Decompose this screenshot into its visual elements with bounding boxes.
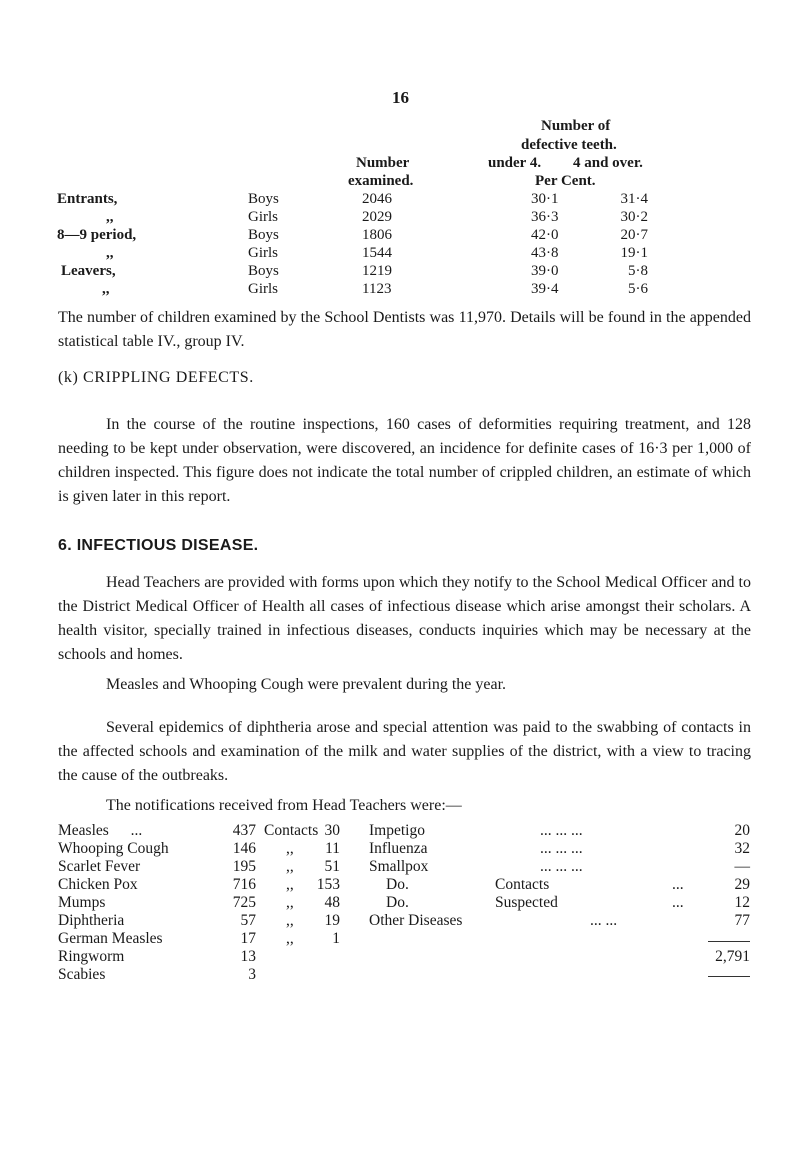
notif-leader: ... — [672, 876, 684, 893]
dental-row-sex: Girls — [248, 209, 278, 225]
notif-count: — — [734, 858, 750, 875]
notif-disease: Influenza — [369, 840, 428, 857]
paragraph-dentists: The number of children examined by the School Dentists was 11,970. Details will be found in the appended statistical table IV., group IV. — [58, 309, 751, 350]
dental-row-group: Entrants, — [57, 191, 118, 207]
dental-row-sex: Boys — [248, 263, 279, 279]
dental-row-sex: Girls — [248, 281, 278, 297]
notif-ditto: ,, — [286, 930, 294, 947]
dental-row-examined: 1123 — [362, 281, 392, 297]
notif-disease: Impetigo — [369, 822, 425, 839]
page-number: 16 — [392, 88, 409, 107]
notif-ditto: ,, — [286, 876, 294, 893]
notif-disease: Do. — [386, 876, 409, 893]
notif-leader: ... ... ... — [540, 840, 583, 857]
heading-infectious-disease: 6. INFECTIOUS DISEASE. — [58, 537, 259, 554]
paragraph-crippling: In the course of the routine inspections, 160 cases of deformities requiring treatment, and 128 needing to be kept under observation, were discovered, an incidence for definite cases of 16·3 per 1,000 of children inspected. This figure does not indicate the total number of crippled children, an estimate of which is given later in this report. — [58, 416, 751, 505]
notif-count: 716 — [232, 876, 256, 893]
notif-contacts: 51 — [324, 858, 340, 875]
dental-row-sex: Boys — [248, 227, 279, 243]
notif-sub: Suspected — [495, 894, 558, 911]
dental-header-group: Number of — [541, 118, 611, 134]
dental-row-group: 8—9 period, — [57, 227, 137, 243]
col-number-line2: examined. — [348, 173, 414, 189]
dental-row-examined: 1219 — [362, 263, 392, 279]
notif-disease: German Measles — [58, 930, 163, 947]
dental-row-group: ,, — [102, 281, 110, 297]
dental-row-over4: 20·7 — [620, 227, 648, 243]
dental-row-over4: 5·8 — [628, 263, 648, 279]
notif-leader: ... — [672, 894, 684, 911]
notif-leader: ... ... ... — [540, 858, 583, 875]
notif-disease: Scarlet Fever — [58, 858, 141, 875]
notif-disease: Mumps — [58, 894, 106, 911]
notif-contacts: 30 — [324, 822, 340, 839]
dental-row-over4: 30·2 — [620, 209, 648, 225]
notif-count: 29 — [734, 876, 750, 893]
dental-row-under4: 36·3 — [531, 209, 559, 225]
dental-row-under4: 39·0 — [531, 263, 559, 279]
dental-row-group: ,, — [106, 245, 114, 261]
notif-count: 146 — [232, 840, 256, 857]
notif-disease: Other Diseases — [369, 912, 463, 929]
notif-count: 725 — [232, 894, 256, 911]
dental-row-under4: 43·8 — [531, 245, 559, 261]
dental-row-group: Leavers, — [61, 263, 116, 279]
notif-count: 17 — [240, 930, 256, 947]
dental-row-under4: 30·1 — [531, 191, 559, 207]
notif-count: 437 — [232, 822, 256, 839]
notif-contacts: 11 — [325, 840, 340, 857]
notif-count: 32 — [734, 840, 750, 857]
notif-disease: Scabies — [58, 966, 106, 983]
notif-disease: Whooping Cough — [58, 840, 169, 857]
notif-disease: Measles ... — [58, 822, 143, 839]
notif-ditto: ,, — [286, 912, 294, 929]
paragraph-measles-prevalent: Measles and Whooping Cough were prevalent during the year. — [106, 676, 507, 693]
notif-sub: Contacts — [495, 876, 550, 893]
notif-contacts: 48 — [324, 894, 340, 911]
dental-row-examined: 2046 — [362, 191, 392, 207]
col-per-cent: Per Cent. — [535, 173, 596, 189]
paragraph-diphtheria-epidemics: Several epidemics of diphtheria arose and special attention was paid to the swabbing of contacts in the affected schools and examination of the milk and water supplies of the district, with a view to tracing the cause of the outbreaks. — [58, 719, 751, 784]
total-rule-bottom — [708, 976, 750, 977]
notif-disease: Ringworm — [58, 948, 125, 965]
total-rule-top — [708, 941, 750, 942]
dental-row-under4: 39·4 — [531, 281, 559, 297]
dental-row-over4: 31·4 — [620, 191, 648, 207]
notif-ditto: ,, — [286, 858, 294, 875]
notif-count: 77 — [734, 912, 750, 929]
notif-count: 20 — [734, 822, 750, 839]
notif-contacts: 153 — [316, 876, 340, 893]
notif-count: 12 — [734, 894, 750, 911]
notif-leader: ... ... — [590, 912, 618, 929]
notif-count: 3 — [248, 966, 256, 983]
notif-contacts: 1 — [332, 930, 340, 947]
notif-count: 57 — [240, 912, 256, 929]
dental-row-under4: 42·0 — [531, 227, 559, 243]
dental-header-group2: defective teeth. — [521, 137, 617, 153]
col-number-line1: Number — [356, 155, 410, 171]
notif-contacts-label: Contacts — [264, 822, 319, 839]
notif-disease: Smallpox — [369, 858, 429, 875]
notif-ditto: ,, — [286, 894, 294, 911]
dental-row-examined: 1806 — [362, 227, 392, 243]
col-under4: under 4. — [488, 155, 542, 171]
col-4over: 4 and over. — [573, 155, 643, 171]
dental-row-over4: 19·1 — [620, 245, 648, 261]
notif-contacts: 19 — [324, 912, 340, 929]
paragraph-head-teachers: Head Teachers are provided with forms upon which they notify to the School Medical Officer and to the District Medical Officer of Health all cases of infectious disease which arise amongst their scholars. A health visitor, specially trained in infectious diseases, conducts inquiries which may be necessary at the schools and homes. — [58, 574, 751, 663]
notif-ditto: ,, — [286, 840, 294, 857]
dental-row-sex: Girls — [248, 245, 278, 261]
dental-row-examined: 2029 — [362, 209, 392, 225]
paragraph-notifications-intro: The notifications received from Head Teachers were:— — [106, 797, 462, 814]
notif-disease: Do. — [386, 894, 409, 911]
notif-disease: Chicken Pox — [58, 876, 138, 893]
dental-row-examined: 1544 — [362, 245, 392, 261]
notif-count: 195 — [232, 858, 256, 875]
heading-crippling-defects: (k) CRIPPLING DEFECTS. — [58, 369, 254, 386]
notif-disease: Diphtheria — [58, 912, 125, 929]
dental-row-group: ,, — [106, 209, 114, 225]
dental-row-sex: Boys — [248, 191, 279, 207]
dental-row-over4: 5·6 — [628, 281, 648, 297]
notif-count: 13 — [240, 948, 256, 965]
notif-total: 2,791 — [715, 948, 750, 965]
notif-leader: ... ... ... — [540, 822, 583, 839]
